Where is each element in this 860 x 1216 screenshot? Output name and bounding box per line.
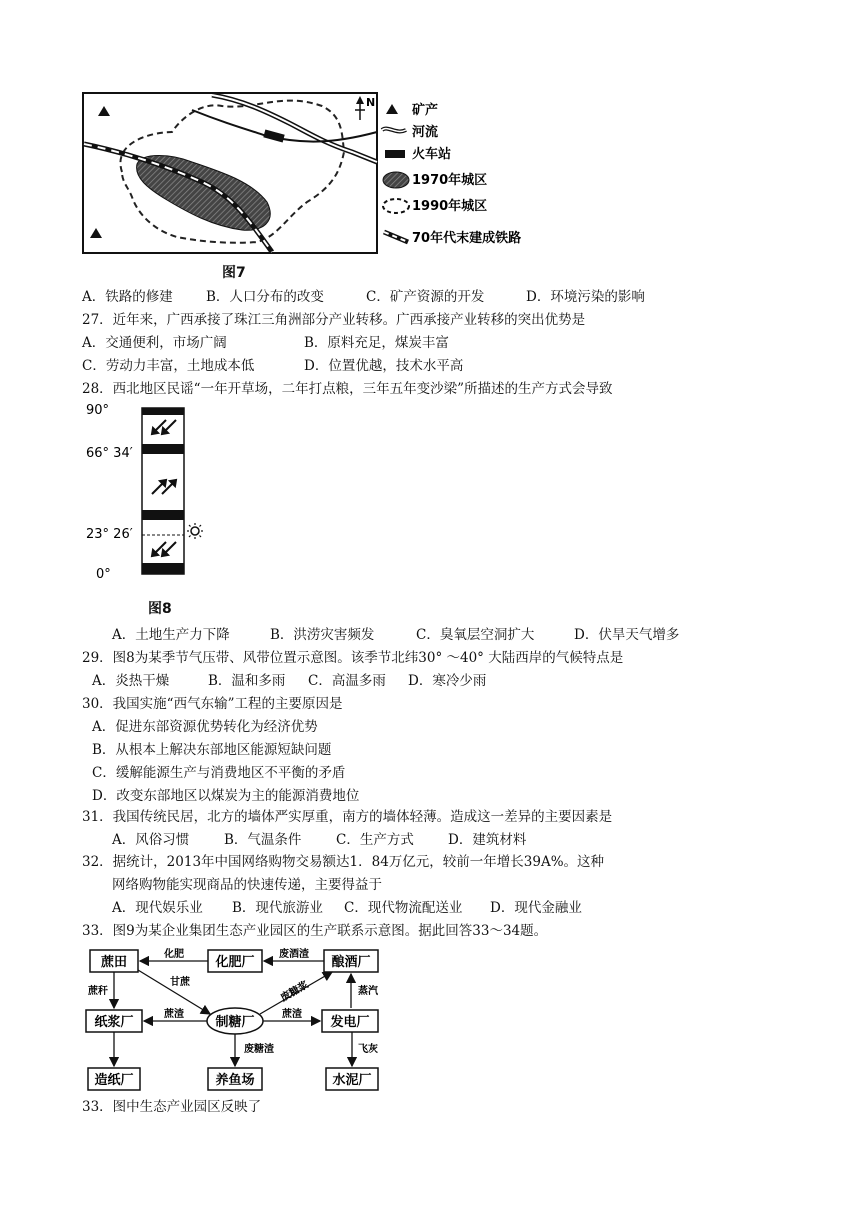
figure-7-map	[82, 92, 532, 254]
q33-intro: 33．图9为某企业集团生态产业园区的生产联系示意图。据此回答33～34题。	[82, 923, 548, 939]
q29-option-d[interactable]: D．寒冷少雨	[408, 673, 487, 689]
edge-waste-residue: 废糖渣	[244, 1044, 274, 1055]
q28-option-b[interactable]: B．洪涝灾害频发	[270, 627, 375, 643]
q26-option-d[interactable]: D．环境污染的影响	[526, 289, 645, 305]
figure-8-caption: 图8	[148, 601, 172, 617]
q29-option-c[interactable]: C．高温多雨	[308, 673, 386, 689]
q30-option-d[interactable]: D．改变东部地区以煤炭为主的能源消费地位	[92, 788, 360, 804]
edge-cane: 甘蔗	[170, 977, 190, 988]
edge-stalk: 蔗秆	[88, 986, 108, 997]
node-fertilizer: 化肥厂	[215, 955, 255, 970]
q29-stem: 29．图8为某季节气压带、风带位置示意图。该季节北纬30° ～40° 大陆西岸的气候特点是	[82, 650, 624, 666]
q31-stem: 31．我国传统民居，北方的墙体严实厚重，南方的墙体轻薄。造成这一差异的主要因素是	[82, 809, 613, 825]
q30-option-c[interactable]: C．缓解能源生产与消费地区不平衡的矛盾	[92, 765, 346, 781]
fig8-label-66: 66° 34′	[86, 446, 133, 461]
node-paper-mill: 造纸厂	[94, 1073, 134, 1088]
q32-option-b[interactable]: B．现代旅游业	[232, 900, 323, 916]
node-power-plant: 发电厂	[330, 1015, 370, 1030]
figure-7-caption: 图7	[222, 265, 246, 281]
q29-options	[92, 672, 486, 690]
q27-option-b[interactable]: B．原料充足，煤炭丰富	[304, 335, 449, 351]
fig8-label-23: 23° 26′	[86, 527, 133, 542]
edge-steam: 蒸汽	[358, 986, 378, 997]
q32-option-a[interactable]: A．现代娱乐业	[112, 900, 203, 916]
q31-option-d[interactable]: D．建筑材料	[448, 832, 527, 848]
legend-railway: 70年代末建成铁路	[412, 231, 522, 246]
legend-city1990: 1990年城区	[412, 199, 488, 214]
edge-waste-wine: 废酒渣	[279, 949, 309, 960]
edge-fly-ash: 飞灰	[358, 1044, 378, 1055]
q28-option-d[interactable]: D．伏旱天气增多	[574, 627, 680, 643]
legend-mine: 矿产	[412, 103, 439, 118]
legend-river: 河流	[412, 125, 439, 140]
node-cement: 水泥厂	[332, 1073, 372, 1088]
node-sugar-mill: 制糖厂	[215, 1015, 255, 1030]
node-paper-pulp: 纸浆厂	[94, 1015, 134, 1030]
sun-icon	[191, 527, 199, 535]
legend-station: 火车站	[412, 147, 452, 162]
q26-option-c[interactable]: C．矿产资源的开发	[366, 289, 485, 305]
node-brewery: 酿酒厂	[331, 955, 371, 970]
edge-waste-sugar: 废糖浆	[279, 979, 311, 1005]
q27-option-d[interactable]: D．位置优越，技术水平高	[304, 358, 464, 374]
q27-option-c[interactable]: C．劳动力丰富，土地成本低	[82, 358, 255, 374]
q33-stem: 33．图中生态产业园区反映了	[82, 1099, 262, 1115]
q32-stem-line2: 网络购物能实现商品的快速传递，主要得益于	[112, 877, 382, 893]
q32-options	[112, 899, 582, 917]
q27-options-row1	[82, 334, 449, 352]
q30-option-b[interactable]: B．从根本上解决东部地区能源短缺问题	[92, 742, 332, 758]
q28-stem: 28．西北地区民谣“一年开草场，二年打点粮，三年五年变沙梁”所描述的生产方式会导致	[82, 381, 613, 397]
q28-option-c[interactable]: C．臭氧层空洞扩大	[416, 627, 535, 643]
edge-bagasse-right: 蔗渣	[282, 1009, 302, 1020]
q30-option-a[interactable]: A．促进东部资源优势转化为经济优势	[92, 719, 318, 735]
q31-option-b[interactable]: B．气温条件	[224, 832, 302, 848]
q32-option-c[interactable]: C．现代物流配送业	[344, 900, 463, 916]
q26-option-a[interactable]: A．铁路的修建	[82, 289, 173, 305]
q31-options	[112, 831, 526, 849]
q31-option-c[interactable]: C．生产方式	[336, 832, 414, 848]
q29-option-b[interactable]: B．温和多雨	[208, 673, 286, 689]
q31-option-a[interactable]: A．风俗习惯	[112, 832, 190, 848]
q26-options	[82, 288, 645, 306]
q28-option-a[interactable]: A．土地生产力下降	[112, 627, 230, 643]
legend-city1970: 1970年城区	[412, 173, 488, 188]
edge-fertilizer: 化肥	[164, 949, 184, 960]
figure-9-flowchart	[82, 944, 382, 1092]
north-label: N	[366, 96, 376, 109]
q27-option-a[interactable]: A．交通便利，市场广阔	[82, 335, 227, 351]
q32-option-d[interactable]: D．现代金融业	[490, 900, 582, 916]
q27-stem: 27．近年来，广西承接了珠江三角洲部分产业转移。广西承接产业转移的突出优势是	[82, 312, 586, 328]
q26-option-b[interactable]: B．人口分布的改变	[206, 289, 324, 305]
node-sugarcane: 蔗田	[100, 955, 128, 970]
q28-options	[112, 626, 679, 644]
node-fish-farm: 养鱼场	[215, 1073, 255, 1088]
q29-option-a[interactable]: A．炎热干燥	[92, 673, 170, 689]
fig8-label-90: 90°	[86, 403, 110, 418]
q32-stem-line1: 32．据统计，2013年中国网络购物交易额达1．84万亿元，较前一年增长39A%。这种	[82, 854, 605, 870]
figure-8-diagram	[82, 400, 232, 585]
fig8-label-0: 0°	[96, 567, 111, 582]
edge-bagasse-left: 蔗渣	[164, 1009, 184, 1020]
q27-options-row2	[82, 357, 463, 375]
q30-stem: 30．我国实施“西气东输”工程的主要原因是	[82, 696, 343, 712]
